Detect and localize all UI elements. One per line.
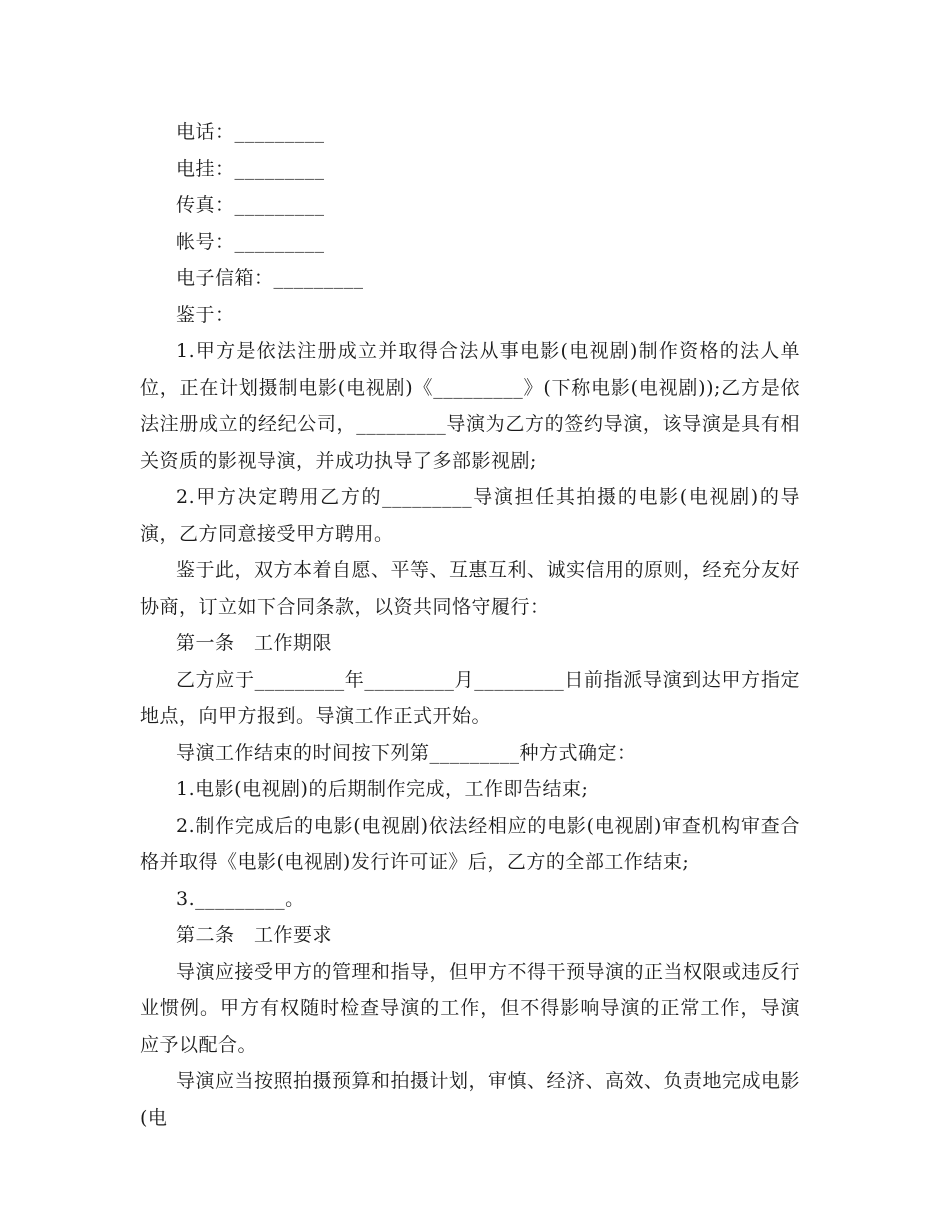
recital-item-2: 2.甲方决定聘用乙方的_________导演担任其拍摄的电影(电视剧)的导演，乙方同意接受甲方聘用。	[140, 486, 800, 545]
recital-item-1: 1.甲方是依法注册成立并取得合法从事电影(电视剧)制作资格的法人单位，正在计划摄制电影(电视剧)《_________》(下称电影(电视剧));乙方是依法注册成立的经纪公司，_________导演为乙方的签约导演，该导演是具有相关资质的影视导演，并成功执导了多部影视剧;	[140, 340, 800, 472]
telex-line: 电挂：_________	[176, 157, 325, 180]
article-1-option-3: 3._________。	[176, 887, 305, 910]
account-line: 帐号：_________	[176, 230, 325, 253]
phone-line: 电话：_________	[176, 121, 325, 143]
article-2-paragraph-2: 导演应当按照拍摄预算和拍摄计划，审慎、经济、高效、负责地完成电影(电	[140, 1070, 801, 1129]
article-1-option-2: 2.制作完成后的电影(电视剧)依法经相应的电影(电视剧)审查机构审查合格并取得《电影(电视剧)发行许可证》后，乙方的全部工作结束;	[140, 814, 800, 873]
article-1-title: 第一条 工作期限	[176, 632, 333, 654]
recitals-conclusion: 鉴于此，双方本着自愿、平等、互惠互利、诚实信用的原则，经充分友好协商，订立如下合同条款，以资共同恪守履行：	[140, 559, 801, 618]
fax-line: 传真：_________	[176, 194, 325, 216]
article-1-paragraph-1: 乙方应于_________年_________月_________日前指派导演到达甲方指定地点，向甲方报到。导演工作正式开始。	[140, 668, 800, 727]
article-2-title: 第二条 工作要求	[176, 924, 333, 946]
contract-page	[140, 114, 800, 1136]
article-1-option-1: 1.电影(电视剧)的后期制作完成，工作即告结束;	[176, 778, 589, 800]
article-1-paragraph-2: 导演工作结束的时间按下列第_________种方式确定：	[176, 741, 637, 764]
article-2-paragraph-1: 导演应接受甲方的管理和指导，但甲方不得干预导演的正当权限或违反行业惯例。甲方有权随时检查导演的工作，但不得影响导演的正常工作，导演应予以配合。	[140, 960, 801, 1056]
email-line: 电子信箱：_________	[176, 267, 364, 289]
recitals-heading: 鉴于：	[176, 303, 235, 326]
